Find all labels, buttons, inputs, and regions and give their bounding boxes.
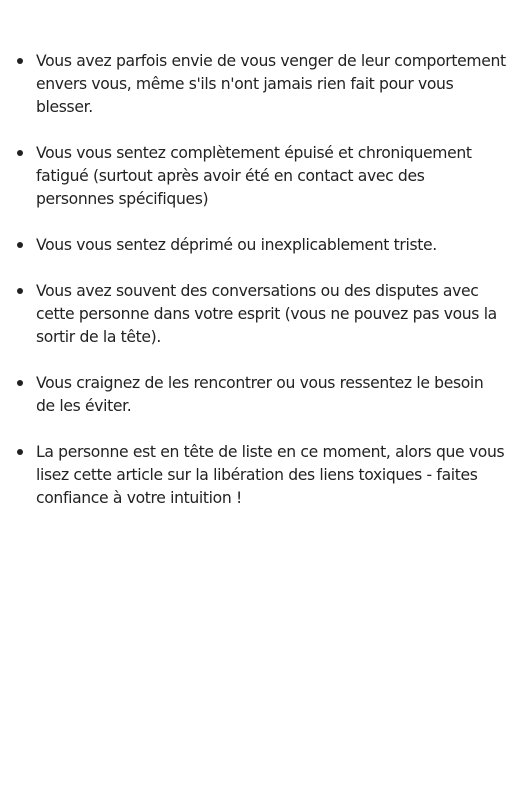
list-item (0, 441, 512, 510)
list-item-text: Vous vous sentez déprimé ou inexplicablement triste. (36, 236, 437, 254)
bullet-list (0, 50, 512, 510)
list-item (0, 142, 512, 211)
list-item-text: La personne est en tête de liste en ce moment, alors que vous lisez cette article sur la libération des liens toxiques - faites confiance à votre intuition ! (36, 443, 505, 507)
bullet-icon (17, 288, 23, 294)
list-item (0, 372, 512, 418)
bullet-icon (17, 449, 23, 455)
list-item (0, 234, 512, 257)
list-item-text: Vous avez parfois envie de vous venger de leur comportement envers vous, même s'ils n'ont jamais rien fait pour vous blesser. (36, 52, 506, 116)
article-content (0, 50, 512, 533)
list-item-text: Vous vous sentez complètement épuisé et chroniquement fatigué (surtout après avoir été en contact avec des personnes spécifiques) (36, 144, 472, 208)
bullet-icon (17, 380, 23, 386)
list-item (0, 280, 512, 349)
list-item-text: Vous avez souvent des conversations ou des disputes avec cette personne dans votre esprit (vous ne pouvez pas vous la sortir de la tête). (36, 282, 497, 346)
bullet-icon (17, 242, 23, 248)
list-item (0, 50, 512, 119)
list-item-text: Vous craignez de les rencontrer ou vous ressentez le besoin de les éviter. (36, 374, 484, 415)
bullet-icon (17, 58, 23, 64)
bullet-icon (17, 150, 23, 156)
